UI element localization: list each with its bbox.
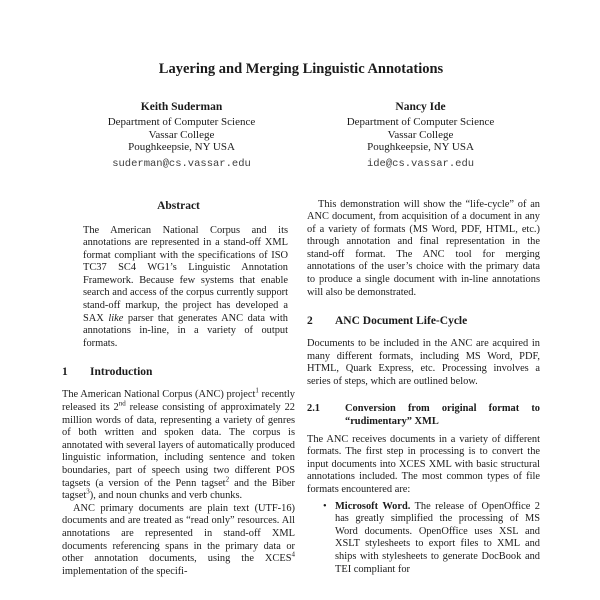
author-name: Nancy Ide: [395, 101, 446, 113]
abstract-text: The American National Corpus and its annotations are represented in a stand-off XML format compliant with the specifications of ISO TC37 SC4 WG1’s Linguistic Annotation Framework. Because few systems that enable search and access of the corpus currently support stand-off markup, the project has developed a SAX like parser that generates ANC data with annotations in-line, in a variety of output formats.: [83, 224, 288, 349]
intro-paragraph-1: The American National Corpus (ANC) project$^1$ recently released its 2nd release consisting of approximately 22 million words of data, representing a variety of genres of both written and spoken data. The corpus is annotated with several layers of automatically produced linguistic information, including sentence and token boundaries, part of speech using two different POS tagsets (a version of the Penn tagset$^2$ and the Biber tagset$^3$), and noun chunks and verb chunks.: [62, 386, 295, 502]
two-column-body: [62, 199, 540, 579]
right-column: [307, 199, 540, 579]
section-1-heading: [62, 365, 295, 379]
author-name: Keith Suderman: [140, 101, 223, 113]
author-block-left: [62, 100, 301, 171]
page-title: Layering and Merging Linguistic Annotations: [158, 61, 444, 77]
bullet-item-msword: [307, 501, 540, 577]
conversion-paragraph: The ANC receives documents in a variety of different formats. The first step in processing is to convert the input documents into XCES XML with basic structural annotations included. The most common types of file formats encountered are:: [307, 433, 540, 495]
section-number: 2: [307, 315, 313, 328]
section-2-heading: [307, 314, 540, 328]
author-affiliation-line: Department of Computer Science: [107, 116, 256, 128]
lifecycle-paragraph: Documents to be included in the ANC are acquired in many different formats, including MS Word, PDF, HTML, Quark Express, etc. Processing involves a series of steps, which are outlined below.: [307, 338, 540, 388]
section-title: Conversion from original format to “rudimentary” XML: [345, 402, 540, 427]
section-number: 1: [62, 366, 68, 379]
bullet-text: Microsoft Word. The release of OpenOffice 2 has greatly simplified the processing of MS Word documents. OpenOffice uses XSL and XSLT stylesheets to export files to XML and ships with stylesheets to generate DocBook and TEI compliant for: [335, 500, 540, 575]
author-affiliation-line: Poughkeepsie, NY USA: [128, 141, 235, 153]
author-email: ide@cs.vassar.edu: [366, 157, 475, 170]
intro-paragraph-2: ANC primary documents are plain text (UTF-16) documents and are treated as “read only” resources. All annotations are represented in stand-off XML documents referencing spans in the primary data or other annotation documents, using the XCES$^4$ implementation of the specifi-: [62, 502, 295, 577]
author-block-right: [301, 100, 540, 171]
authors-row: [62, 100, 540, 171]
left-column: [62, 199, 295, 579]
author-affiliation-line: Department of Computer Science: [346, 116, 495, 128]
section-number: 2.1: [307, 402, 320, 414]
abstract-heading: Abstract: [157, 199, 200, 212]
section-title: Introduction: [90, 366, 153, 379]
author-affiliation-line: Vassar College: [387, 128, 454, 141]
section-2-1-heading: [307, 402, 540, 428]
author-affiliation-line: Poughkeepsie, NY USA: [367, 141, 474, 153]
author-email: suderman@cs.vassar.edu: [112, 157, 251, 170]
demo-paragraph: This demonstration will show the “life-cycle” of an ANC document, from acquisition of a document in any of a variety of formats (MS Word, PDF, HTML, etc.) through annotation and final representation in the stand-off format. The ANC tool for merging annotations of the user’s choice with the primary data to produce a single document with in-line annotations will also be demonstrated.: [307, 198, 540, 298]
author-affiliation-line: Vassar College: [148, 128, 215, 141]
bullet-icon: •: [323, 500, 327, 512]
section-title: ANC Document Life-Cycle: [335, 315, 468, 328]
bullet-list: [307, 501, 540, 577]
